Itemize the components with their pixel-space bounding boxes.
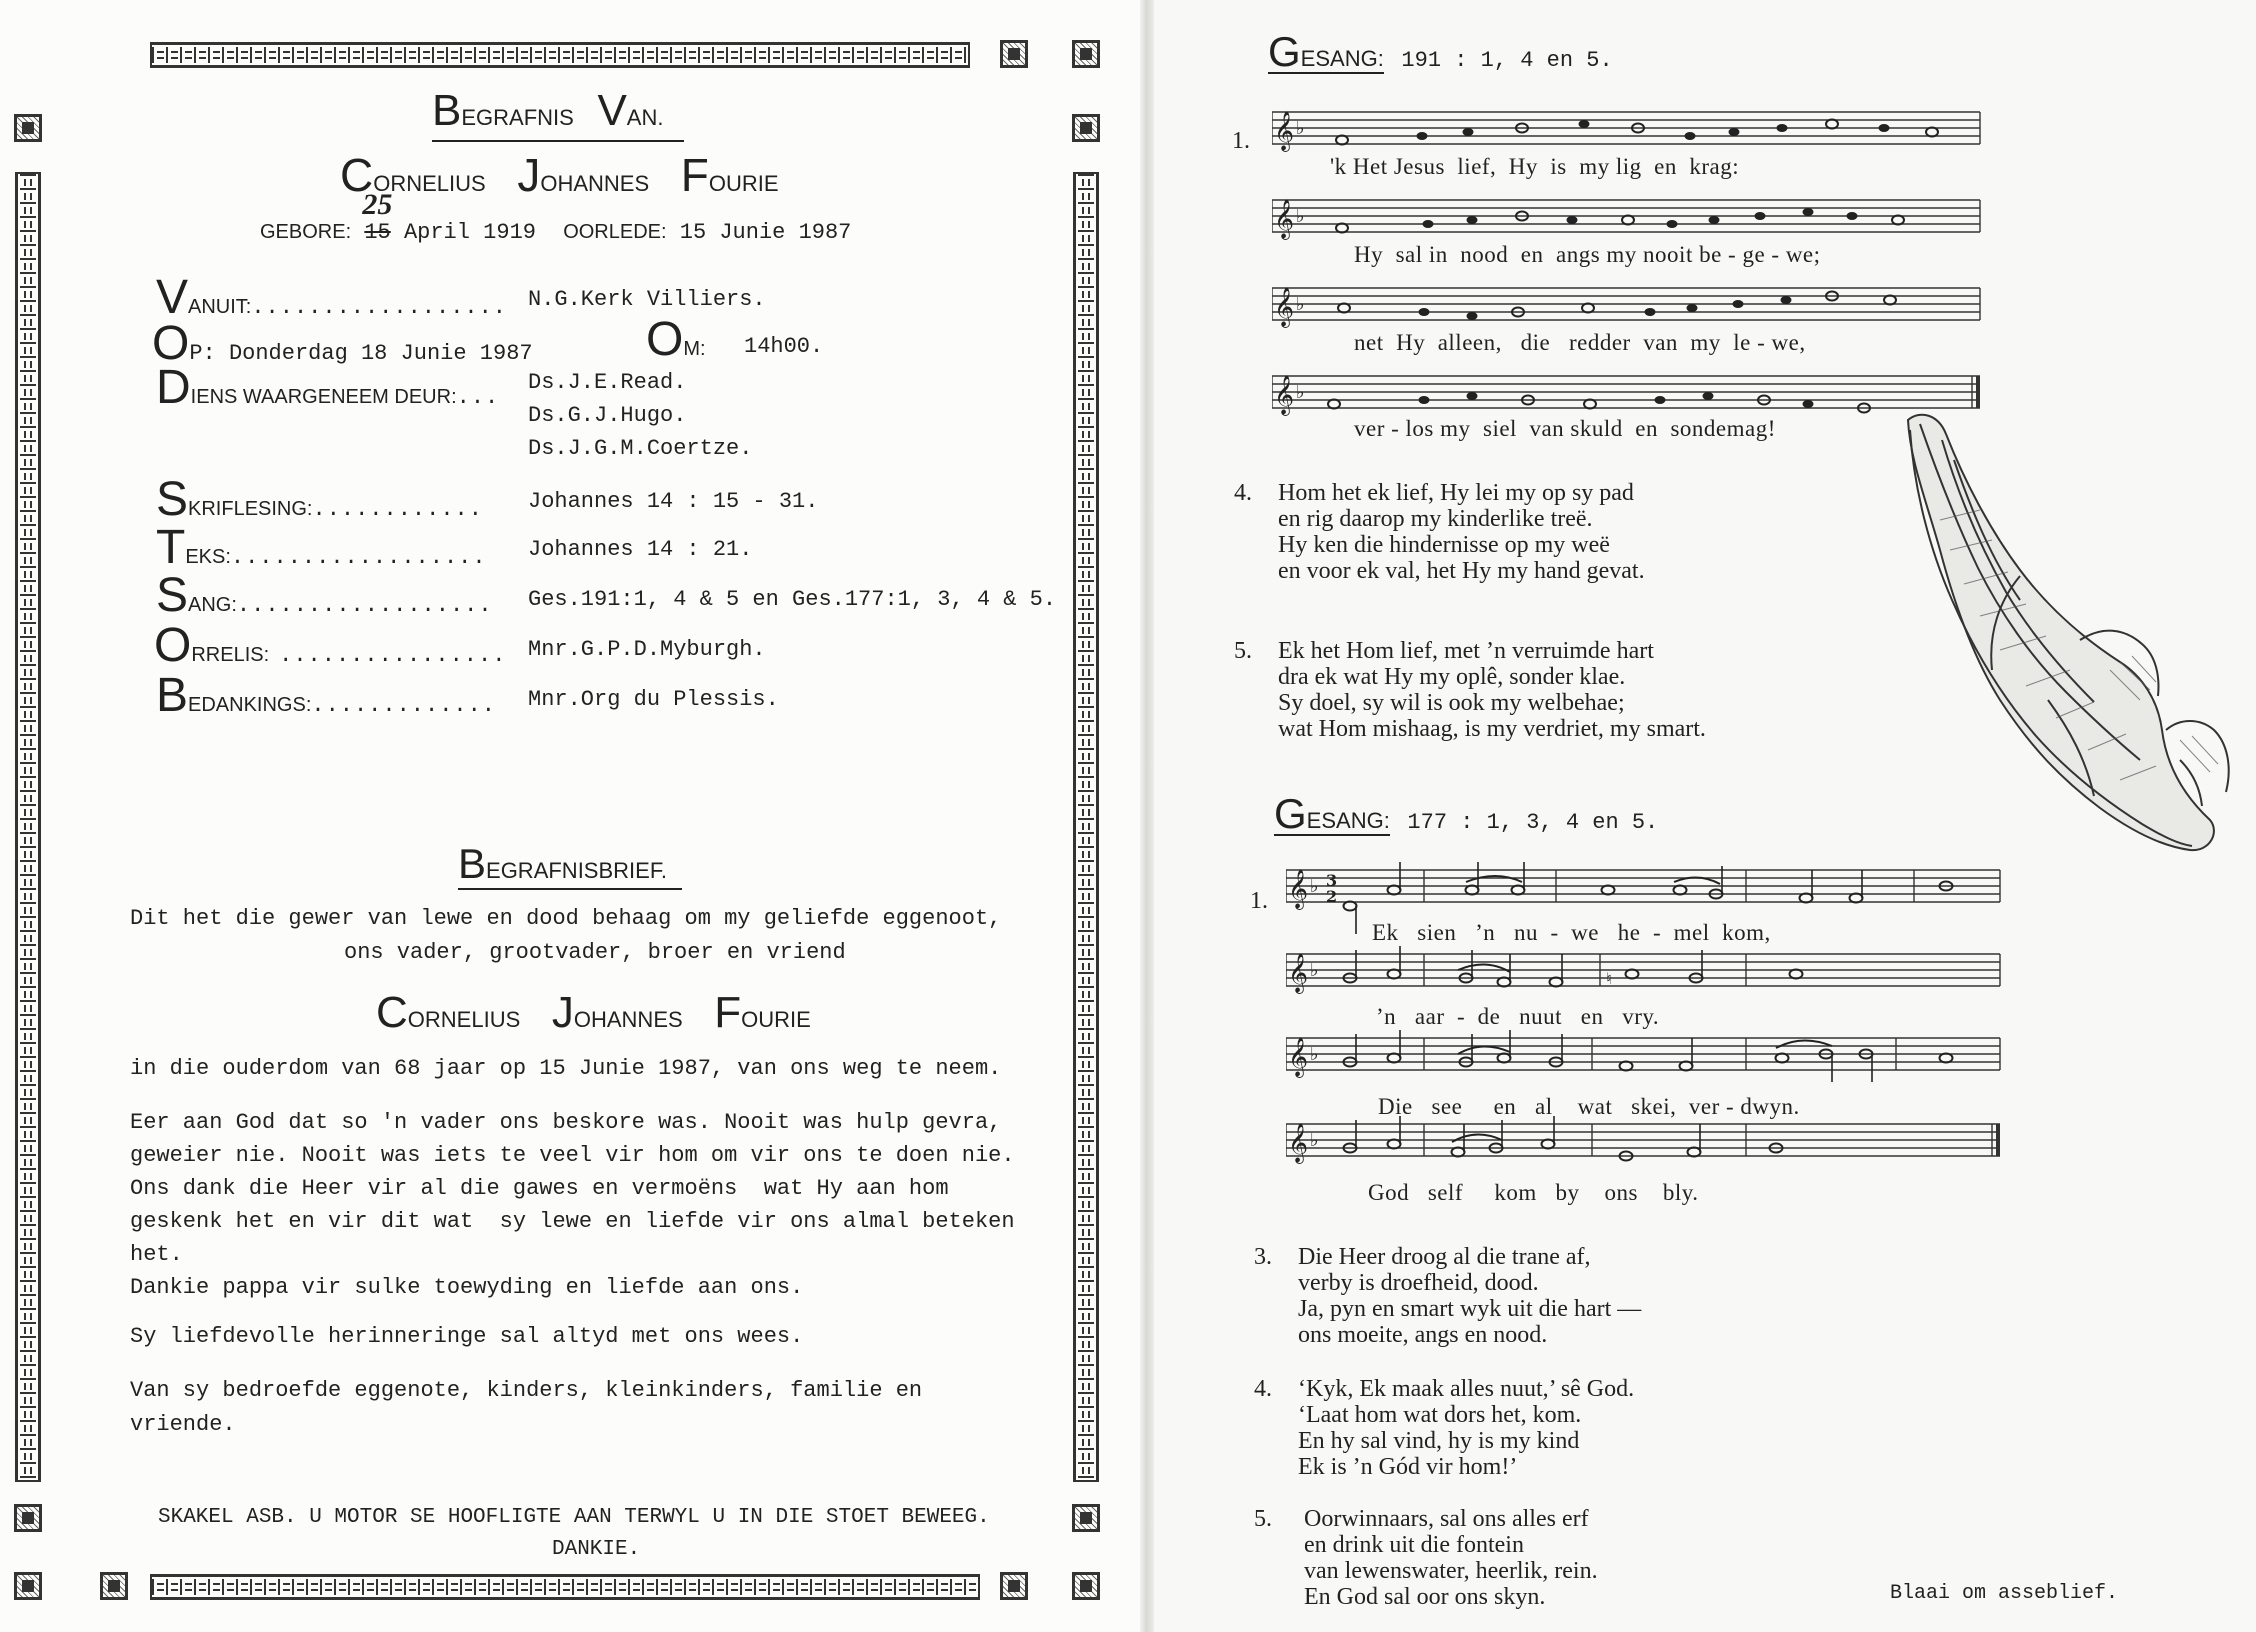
svg-text:♭: ♭ bbox=[1310, 960, 1319, 981]
birth-day-corrected: 15 25 bbox=[362, 188, 393, 245]
svg-text:𝄞: 𝄞 bbox=[1274, 199, 1295, 239]
hymn-177-heading-underline bbox=[1274, 834, 1390, 836]
letter-paragraph-2: Sy liefdevolle herinneringe sal altyd met ons wees. bbox=[130, 1324, 804, 1349]
footer-thanks: DANKIE. bbox=[552, 1538, 641, 1561]
hymn-177-music bbox=[1286, 860, 2006, 1200]
hymn-191-lyric-2: Hy sal in nood en angs my nooit be - ge - we; bbox=[1354, 242, 1821, 267]
hymn-191-verse-number: 1. bbox=[1232, 128, 1250, 154]
corner-ornament-bottom-left-inner bbox=[100, 1572, 128, 1600]
hymn-177-lyric-1: Ek sien ’n nu - we he - mel kom, bbox=[1372, 920, 1771, 945]
hymn-191-verse-5-number: 5. bbox=[1234, 638, 1252, 664]
detail-row-orrelis: ORRELIS: ................ bbox=[154, 619, 507, 672]
detail-value-skriflesing: Johannes 14 : 15 - 31. bbox=[528, 489, 819, 514]
hymn-177-verse-5: Oorwinnaars, sal ons alles erf en drink uit die fontein van lewenswater, heerlik, rein. En God sal oor ons skyn. bbox=[1304, 1506, 1598, 1610]
border-bottom bbox=[150, 1574, 980, 1600]
letter-intro-line1: Dit het die gewer van lewe en dood behaag om my geliefde eggenoot, bbox=[130, 906, 1002, 931]
hymn-177-verse-3: Die Heer droog al die trane af, verby is droefheid, dood. Ja, pyn en smart wyk uit die hart — ons moeite, angs en nood. bbox=[1298, 1244, 1642, 1348]
corner-ornament-bottom-left bbox=[14, 1572, 42, 1600]
svg-text:♭: ♭ bbox=[1296, 382, 1305, 403]
hymn-191-verse-4-number: 4. bbox=[1234, 480, 1252, 506]
corner-ornament-right-top bbox=[1072, 114, 1100, 142]
hymn-191-lyric-1: 'k Het Jesus lief, Hy is my lig en krag: bbox=[1330, 154, 1740, 179]
detail-row-om: OM: bbox=[646, 313, 706, 366]
svg-text:♭: ♭ bbox=[1296, 118, 1305, 139]
border-left bbox=[15, 172, 41, 1482]
handwritten-correction: 25 bbox=[362, 188, 393, 221]
detail-value-ds2: Ds.G.J.Hugo. bbox=[528, 403, 687, 428]
detail-row-bedankings: BEDANKINGS:............. bbox=[156, 669, 497, 722]
hymn-191-lyric-4: ver - los my siel van skuld en sondemag! bbox=[1354, 416, 1776, 441]
footer-notice: SKAKEL ASB. U MOTOR SE HOOFLIGTE AAN TERWYL U IN DIE STOET BEWEEG. bbox=[158, 1506, 990, 1529]
detail-row-teks: TEKS:.................. bbox=[156, 521, 487, 574]
border-top bbox=[150, 42, 970, 68]
svg-text:♭: ♭ bbox=[1310, 1044, 1319, 1065]
hymn-191-heading: GESANG: 191 : 1, 4 en 5. bbox=[1268, 28, 1613, 75]
corner-ornament-left-bottom bbox=[14, 1504, 42, 1532]
turn-page-note: Blaai om asseblief. bbox=[1890, 1582, 2119, 1605]
detail-value-om: 14h00. bbox=[744, 334, 824, 359]
title-rest: EGRAFNIS bbox=[461, 105, 574, 130]
page-title: BEGRAFNIS VAN. bbox=[432, 86, 664, 135]
letter-heading: BEGRAFNISBRIEF. bbox=[458, 840, 667, 887]
svg-text:♭: ♭ bbox=[1296, 206, 1305, 227]
hymn-177-heading: GESANG: 177 : 1, 3, 4 en 5. bbox=[1274, 790, 1659, 837]
letter-age-line: in die ouderdom van 68 jaar op 15 Junie 1987, van ons weg te neem. bbox=[130, 1056, 1002, 1081]
detail-value-sang: Ges.191:1, 4 & 5 en Ges.177:1, 3, 4 & 5. bbox=[528, 587, 1057, 612]
title-initial-b: B bbox=[432, 86, 462, 135]
svg-text:𝄞: 𝄞 bbox=[1288, 1123, 1309, 1163]
deceased-name: CORNELIUS JOHANNES FOURIE bbox=[340, 149, 779, 201]
svg-text:♮: ♮ bbox=[1606, 969, 1612, 988]
hymn-191-lyric-3: net Hy alleen, die redder van my le - we, bbox=[1354, 330, 1806, 355]
hymn-177-lyric-3: Die see en al wat skei, ver - dwyn. bbox=[1378, 1094, 1800, 1119]
detail-value-ds3: Ds.J.G.M.Coertze. bbox=[528, 436, 753, 461]
hymn-191-verse-5: Ek het Hom lief, met ’n verruimde hart dra ek wat Hy my oplê, sonder klae. Sy doel, sy wil is ook my welbehae; wat Hom mishaag, is my verdriet, my smart. bbox=[1278, 638, 1706, 742]
hymn-177-verse-4-number: 4. bbox=[1254, 1376, 1272, 1402]
title-underline bbox=[432, 140, 684, 142]
dates-line: GEBORE: 15 25 April 1919 OORLEDE: 15 Junie 1987 bbox=[260, 188, 852, 245]
letter-paragraph-3: Van sy bedroefde eggenote, kinders, kleinkinders, familie en vriende. bbox=[130, 1378, 923, 1437]
svg-text:♭: ♭ bbox=[1296, 294, 1305, 315]
svg-text:♭: ♭ bbox=[1310, 876, 1319, 897]
hymn-191-verse-4: Hom het ek lief, Hy lei my op sy pad en rig daarop my kinderlike treë. Hy ken die hindernisse op my weë en voor ek val, het Hy my hand gevat. bbox=[1278, 480, 1645, 584]
page-fold bbox=[1140, 0, 1154, 1632]
letter-intro-line2: ons vader, grootvader, broer en vriend bbox=[344, 940, 846, 965]
hymn-177-verse-number: 1. bbox=[1250, 888, 1268, 914]
svg-text:𝄞: 𝄞 bbox=[1288, 953, 1309, 993]
detail-value-orrelis: Mnr.G.P.D.Myburgh. bbox=[528, 637, 766, 662]
title-initial-v: V bbox=[597, 86, 627, 135]
letter-paragraph-1: Eer aan God dat so 'n vader ons beskore was. Nooit was hulp gevra, geweier nie. Nooit was iets te veel vir hom om vir ons te doen nie. Ons dank die Heer vir al die gawes en vermoëns wat Hy aan hom geskenk het en vir dit wat sy lewe en liefde vir ons almal beteken het. Dankie pappa vir sulke toewyding en liefde aan ons. bbox=[130, 1110, 1015, 1300]
corner-ornament-bottom-right-inner bbox=[1000, 1572, 1028, 1600]
detail-value-vanuit: N.G.Kerk Villiers. bbox=[528, 287, 766, 312]
detail-value-bedankings: Mnr.Org du Plessis. bbox=[528, 687, 779, 712]
svg-text:3: 3 bbox=[1326, 871, 1338, 890]
detail-row-skriflesing: SKRIFLESING:............ bbox=[156, 473, 483, 526]
corner-ornament-top-right-inner bbox=[1000, 40, 1028, 68]
svg-text:𝄞: 𝄞 bbox=[1288, 869, 1309, 909]
svg-text:𝄞: 𝄞 bbox=[1274, 111, 1295, 151]
svg-text:♭: ♭ bbox=[1310, 1130, 1319, 1151]
svg-text:𝄞: 𝄞 bbox=[1288, 1037, 1309, 1077]
svg-text:2: 2 bbox=[1326, 887, 1338, 906]
detail-value-teks: Johannes 14 : 21. bbox=[528, 537, 753, 562]
hymn-177-verse-5-number: 5. bbox=[1254, 1506, 1272, 1532]
detail-row-vanuit: VANUIT:.................. bbox=[156, 271, 507, 324]
detail-row-op: OP: Donderdag 18 Junie 1987 bbox=[152, 317, 533, 370]
detail-row-sang: SANG:.................. bbox=[156, 569, 493, 622]
hymn-177-lyric-4: God self kom by ons bly. bbox=[1368, 1180, 1699, 1205]
detail-value-ds1: Ds.J.E.Read. bbox=[528, 370, 687, 395]
detail-row-diens: DIENS WAARGENEEM DEUR:... bbox=[156, 361, 500, 414]
corner-ornament-right-bottom bbox=[1072, 1504, 1100, 1532]
border-right bbox=[1073, 172, 1099, 1482]
svg-text:𝄞: 𝄞 bbox=[1274, 375, 1295, 415]
corner-ornament-left-top bbox=[14, 114, 42, 142]
praying-hands-illustration bbox=[1880, 400, 2250, 870]
letter-heading-underline bbox=[458, 888, 682, 890]
corner-ornament-top-right bbox=[1072, 40, 1100, 68]
hymn-191-heading-underline bbox=[1268, 72, 1384, 74]
deceased-name-letter: CORNELIUS JOHANNES FOURIE bbox=[376, 988, 811, 1037]
hymn-177-verse-3-number: 3. bbox=[1254, 1244, 1272, 1270]
corner-ornament-bottom-right bbox=[1072, 1572, 1100, 1600]
svg-text:𝄞: 𝄞 bbox=[1274, 287, 1295, 327]
hymn-177-lyric-2: ’n aar - de nuut en vry. bbox=[1376, 1004, 1660, 1029]
hymn-177-verse-4: ‘Kyk, Ek maak alles nuut,’ sê God. ‘Laat hom wat dors het, kom. En hy sal vind, hy is my kind Ek is ’n Gód vir hom!’ bbox=[1298, 1376, 1635, 1480]
